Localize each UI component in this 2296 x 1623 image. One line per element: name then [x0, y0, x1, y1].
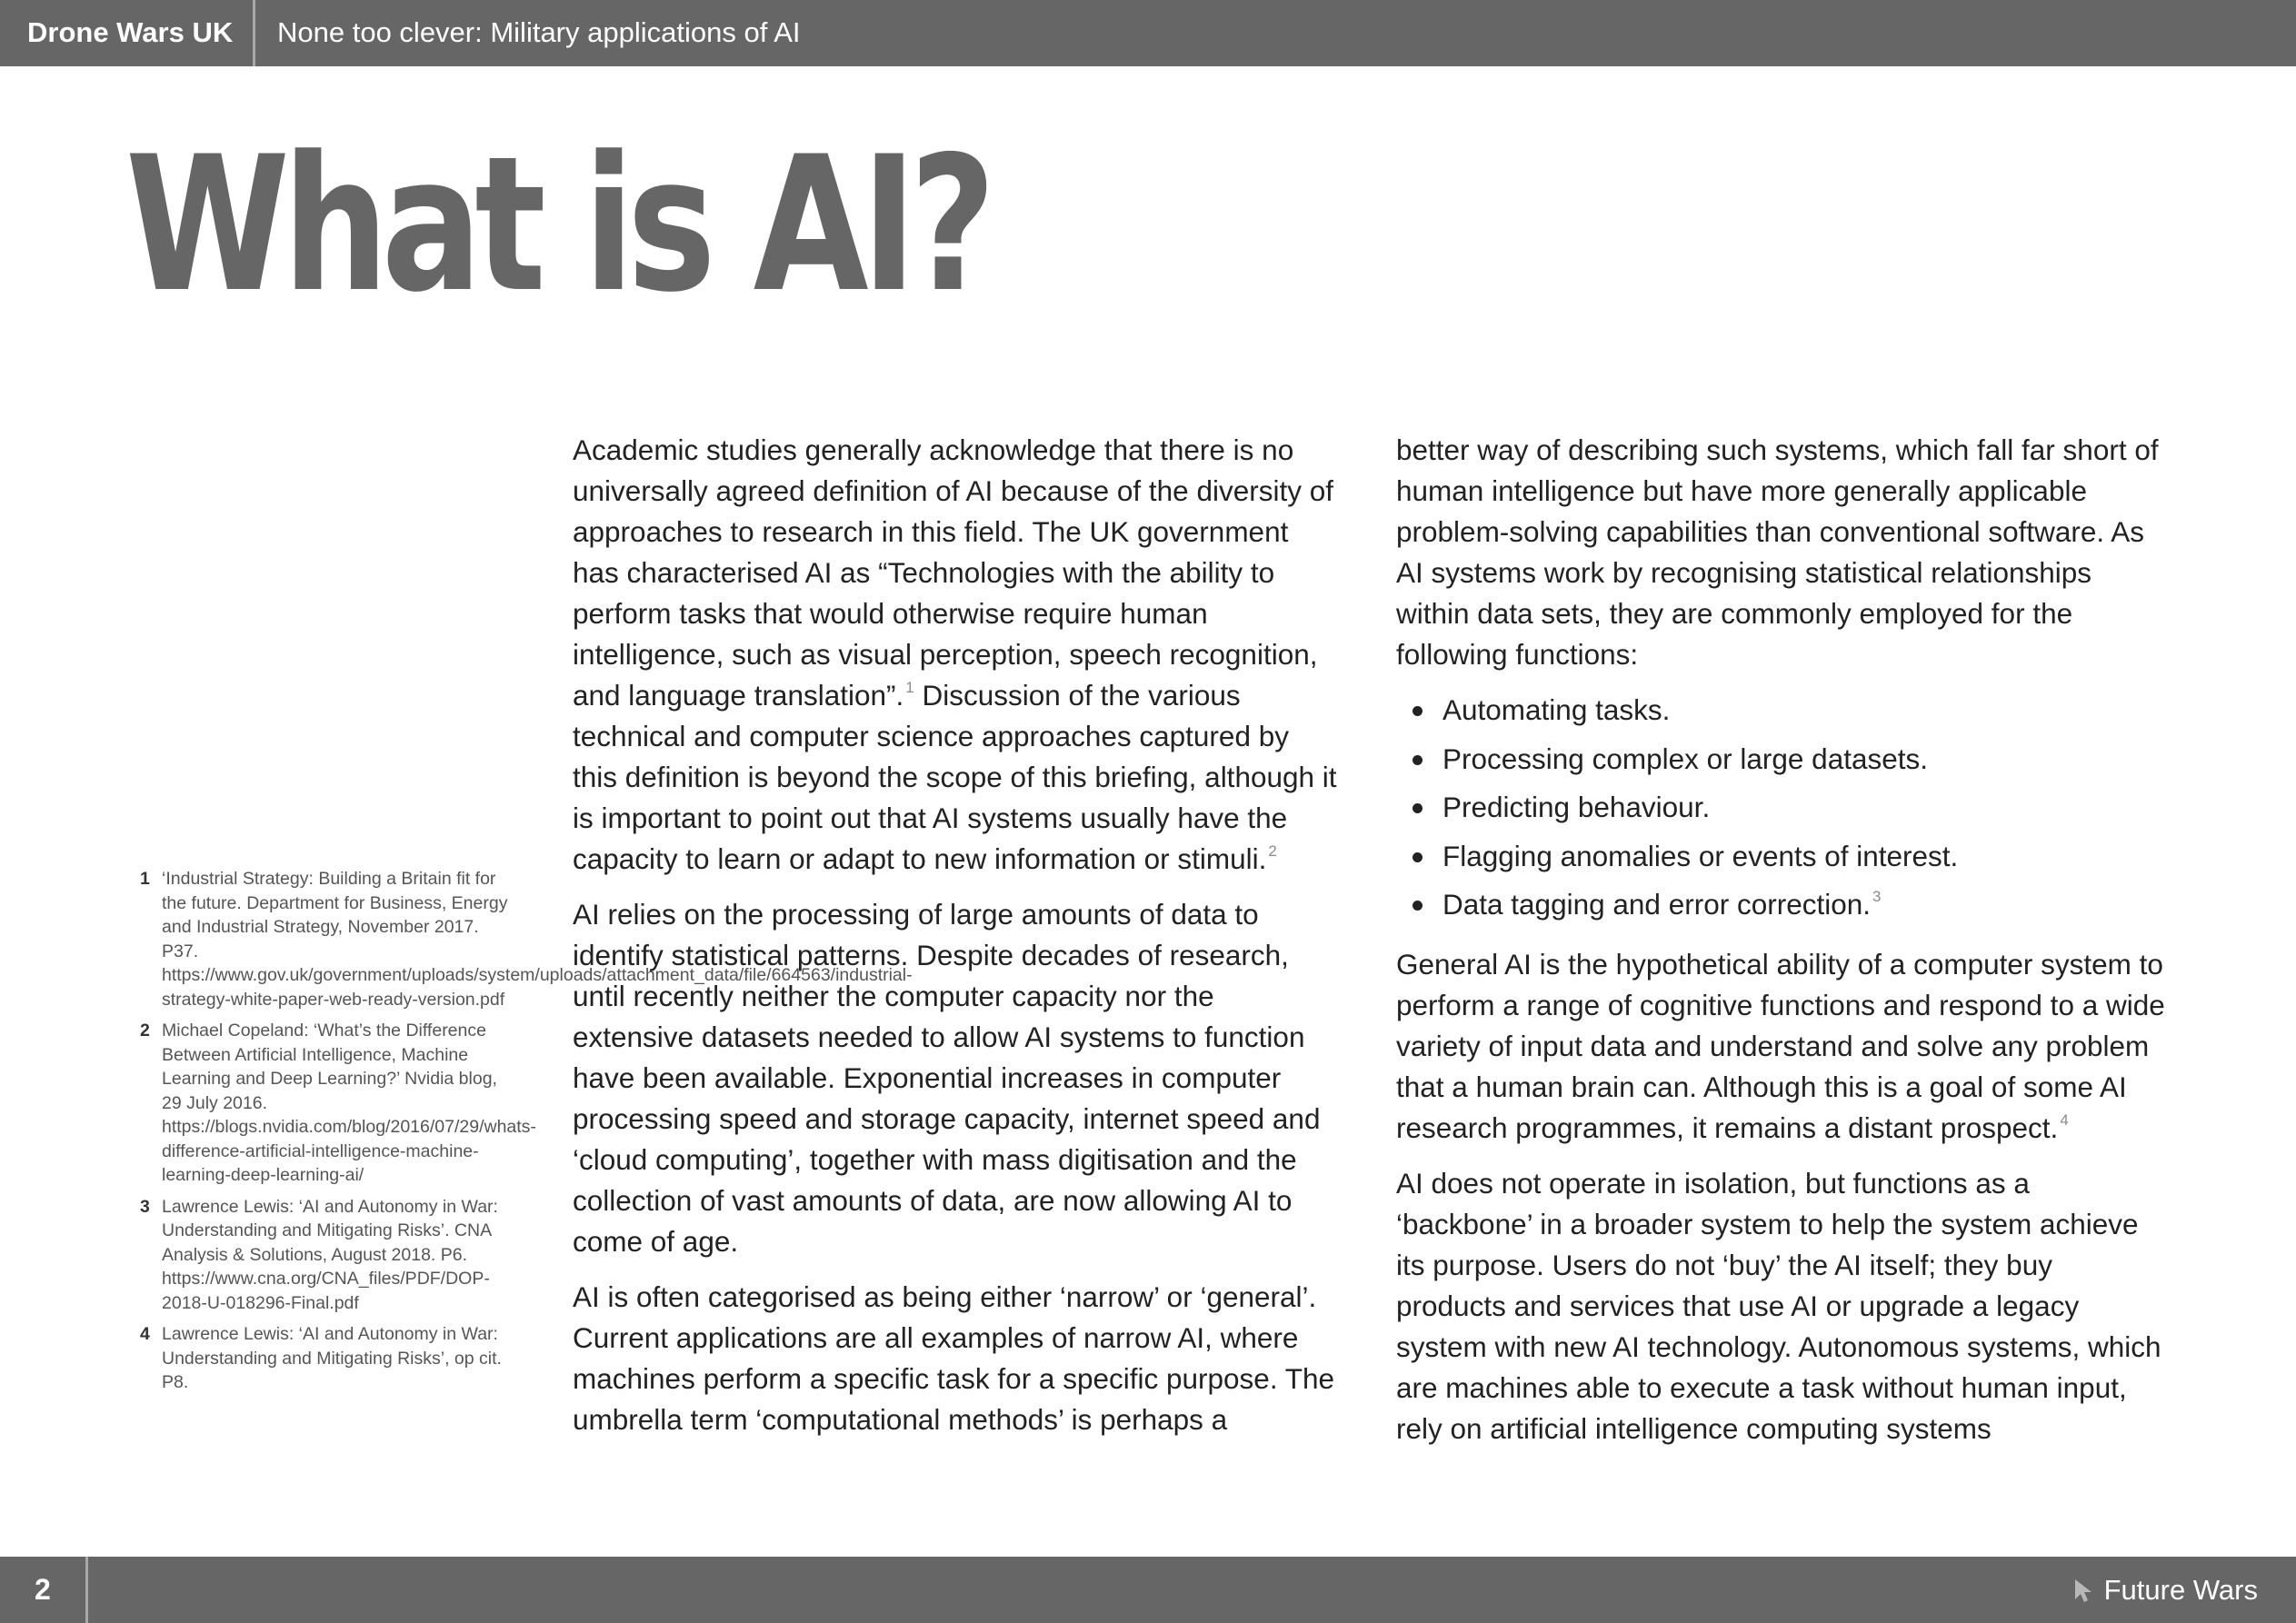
footnote-text: Lawrence Lewis: ‘AI and Autonomy in War: Understanding and Mitigating Risks’. CNA Analysis & Solutions, August 2018. P6. https://www.cna.org/CNA_files/PDF/DOP-2018-U-018296-Final.pdf: [162, 1196, 498, 1313]
page-number: 2: [35, 1573, 51, 1606]
footnote-number: 2: [140, 1021, 150, 1041]
list-item: Predicting behaviour.: [1396, 787, 2169, 828]
footnote-number: 3: [140, 1196, 150, 1217]
footnote-number: 4: [140, 1324, 150, 1344]
organisation-name: Drone Wars UK: [27, 16, 234, 48]
footnote-item: [138, 1195, 511, 1316]
list-item: Processing complex or large datasets.: [1396, 739, 2169, 780]
body-column-left: [573, 430, 1338, 1455]
footnote-item: [138, 1322, 511, 1395]
footnote-item: [138, 1019, 536, 1188]
footnote-ref[interactable]: 4: [2060, 1111, 2069, 1129]
page-title: What is AI?: [125, 117, 989, 334]
paragraph-backbone: AI does not operate in isolation, but functions as a ‘backbone’ in a broader system to help the system achieve its purpose. Users do not ‘buy’ the AI itself; they buy products and services that use AI or upgrade a legacy system with new AI technology. Autonomous systems, which are machines able to execute a task without human input, rely on artificial intelligence computing systems: [1396, 1167, 2161, 1445]
footer-bar: [0, 1557, 2296, 1623]
body-column-right: [1396, 430, 2169, 1464]
paragraph-definition: [573, 430, 1338, 880]
document-title: None too clever: Military applications of AI: [277, 16, 801, 48]
footnote-item: [138, 867, 913, 1011]
functions-list: [1396, 690, 2169, 925]
list-item: [1396, 884, 2169, 925]
footnotes: [138, 867, 913, 1402]
paragraph-narrow-general: AI is often categorised as being either ‘narrow’ or ‘general’. Current applications are all examples of narrow AI, where machines perform a specific task for a specific purpose. The umbrella term ‘computational methods’ is perhaps a: [573, 1280, 1335, 1436]
list-item: Flagging anomalies or events of interest.: [1396, 836, 2169, 877]
footnote-text: Michael Copeland: ‘What’s the Difference Between Artificial Intelligence, Machine Learning and Deep Learning?’ Nvidia blog, 29 July 2016. https://blogs.nvidia.com/blog/2016/07/29/whats-difference-artificial-intelligence-machine-learning-deep-learning-ai/: [162, 1021, 536, 1185]
paragraph-general-ai: [1396, 944, 2169, 1149]
paragraph-computational-methods: better way of describing such systems, which fall far short of human intelligence but have more generally applicable problem-solving capabilities than conventional software. As AI systems work by recognising statistical relationships within data sets, they are commonly employed for the following functions:: [1396, 433, 2159, 671]
footnote-ref[interactable]: 1: [905, 679, 914, 696]
paragraph-text: Academic studies generally acknowledge that there is no universally agreed definition of AI because of the diversity of approaches to research in this field. The UK government has characterised AI as “Technologies with the ability to perform tasks that would otherwise require human intelligence, such as visual perception, speech recognition, and language translation”.: [573, 433, 1333, 712]
list-item-text: Data tagging and error correction.: [1442, 888, 1872, 921]
footnote-ref[interactable]: 2: [1268, 842, 1277, 860]
cursor-arrow-icon: [2073, 1578, 2093, 1603]
header-bar: [0, 0, 2296, 66]
paragraph-text: Discussion of the various technical and computer science approaches captured by this definition is beyond the scope of this briefing, although it is important to point out that AI systems usually have the capacity to learn or adapt to new information or stimuli.: [573, 679, 1337, 875]
header-divider: [253, 0, 255, 66]
footnote-ref[interactable]: 3: [1872, 888, 1882, 905]
footer-divider: [85, 1557, 88, 1623]
footnote-text: Lawrence Lewis: ‘AI and Autonomy in War: Understanding and Mitigating Risks’, op cit. P8.: [162, 1324, 502, 1392]
footnote-number: 1: [140, 869, 150, 889]
list-item: Automating tasks.: [1396, 690, 2169, 731]
paragraph-data-processing: AI relies on the processing of large amounts of data to identify statistical patterns. Despite decades of research, until recently neither the computer capacity nor the extensive datasets needed to allow AI systems to function have been available. Exponential increases in computer processing speed and storage capacity, internet speed and ‘cloud computing’, together with mass digitisation and the collection of vast amounts of data, are now allowing AI to come of age.: [573, 898, 1321, 1258]
footnote-text: ‘Industrial Strategy: Building a Britain fit for the future. Department for Business, Energy and Industrial Strategy, November 2017. P37. https://www.gov.uk/government/uploads/system/uploads/attachment_data/file/664563/industrial-strategy-white-paper-web-ready-version.pdf: [162, 869, 913, 1010]
section-label: [2073, 1557, 2258, 1623]
section-name: Future Wars: [2103, 1574, 2258, 1606]
paragraph-text: General AI is the hypothetical ability of a computer system to perform a range of cognitive functions and respond to a wide variety of input data and understand and solve any problem that a human brain can. Although this is a goal of some AI research programmes, it remains a distant prospect.: [1396, 948, 2165, 1144]
